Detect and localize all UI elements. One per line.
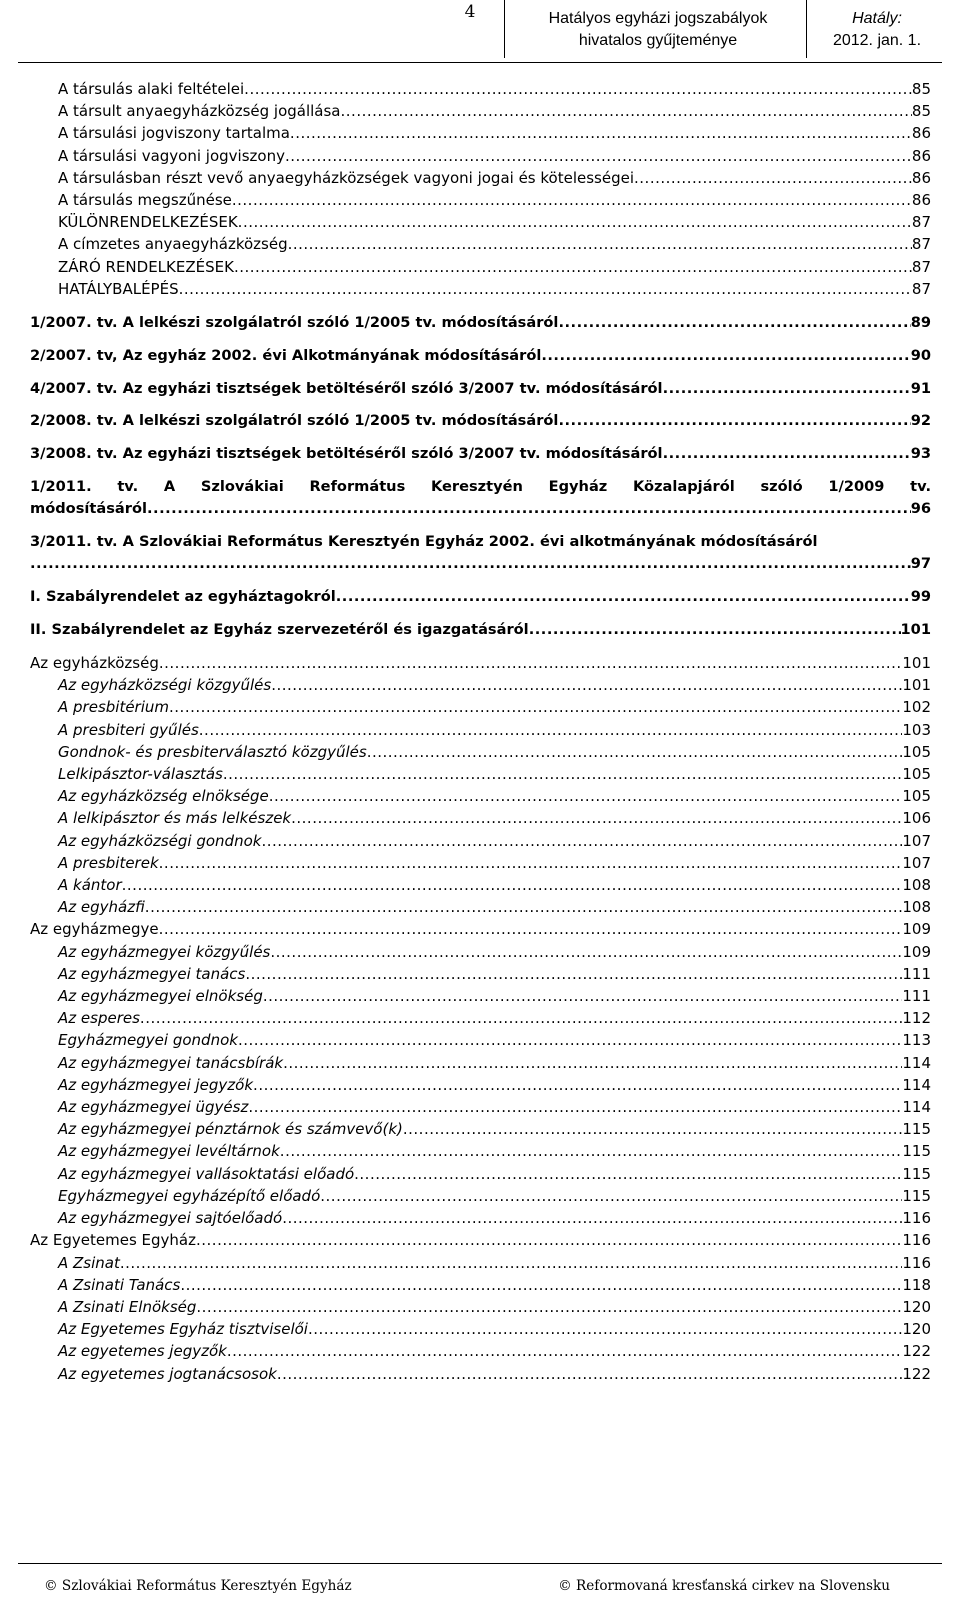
- toc-entry-text: A presbitérium: [58, 698, 170, 717]
- toc-subentry: [30, 763, 931, 785]
- toc-leader: [261, 830, 902, 852]
- toc-leader: [147, 498, 911, 520]
- toc-entry-page: 92: [910, 412, 931, 430]
- toc-leader: [122, 874, 903, 896]
- footer-rule: [18, 1563, 942, 1564]
- toc-entry: [30, 78, 931, 100]
- toc-entry-text: Az Egyetemes Egyház tisztviselői: [58, 1320, 308, 1339]
- toc-entry-word: Keresztyén: [430, 478, 523, 496]
- toc-section-regulations: [30, 586, 931, 641]
- toc-leader: [238, 211, 912, 233]
- toc-leader: [196, 1229, 902, 1251]
- toc-leader: [288, 233, 912, 255]
- toc-entry-page: 113: [902, 1031, 931, 1050]
- toc-entry-word: 1/2009: [828, 478, 885, 496]
- toc-leader: [269, 785, 903, 807]
- toc-leader: [280, 1140, 903, 1162]
- toc-entry-text: 2/2008. tv. A lelkészi szolgálatról szóló 1/2005 tv. módosításáról: [30, 412, 559, 430]
- toc-leader: [234, 256, 912, 278]
- toc-entry-regulation: [30, 619, 931, 641]
- toc-leader: [663, 443, 911, 465]
- toc-leader: [403, 1118, 902, 1140]
- toc-entry: [30, 211, 931, 233]
- toc-subentry: [30, 1318, 931, 1340]
- toc-subentry: [30, 1163, 931, 1185]
- toc-subentry: [30, 830, 931, 852]
- toc-entry-text: Az esperes: [58, 1009, 140, 1028]
- toc-entry-text: A lelkipásztor és más lelkészek: [58, 809, 292, 828]
- toc-entry-page: 89: [910, 314, 931, 332]
- toc-entry-text: A társulási jogviszony tartalma: [58, 124, 290, 143]
- toc-entry-page: 111: [902, 987, 931, 1006]
- toc-entry-page: 85: [911, 80, 931, 98]
- toc-entry: [30, 652, 931, 674]
- toc-entry-text: Az egyházmegye: [30, 920, 159, 939]
- toc-entry-text: HATÁLYBALÉPÉS: [58, 279, 179, 298]
- toc-entry-word: tv.: [910, 478, 931, 496]
- toc-leader: [199, 719, 903, 741]
- toc-entry: [30, 278, 931, 300]
- footer-left: © Szlovákiai Református Keresztyén Egyház: [44, 1578, 352, 1594]
- toc-entry-law: [30, 410, 931, 432]
- toc-entry-page: 105: [902, 742, 931, 761]
- toc-subentry: [30, 1029, 931, 1051]
- toc-entry-page: 116: [902, 1209, 931, 1228]
- toc-subentry: [30, 1074, 931, 1096]
- toc-leader: [169, 696, 902, 718]
- toc-leader: [277, 1363, 903, 1385]
- toc-entry-law-2011-1-line1: [30, 476, 931, 498]
- toc-subentry: [30, 785, 931, 807]
- toc-entry-text: A társult anyaegyházközség jogállása: [58, 102, 341, 121]
- toc-leader: [244, 78, 912, 100]
- toc-entry-page: 115: [902, 1142, 931, 1161]
- toc-entry-page: 116: [902, 1231, 931, 1250]
- toc-subentry: [30, 1363, 931, 1385]
- toc-leader: [140, 1007, 902, 1029]
- toc-leader: [159, 918, 903, 940]
- toc-entry-text: 1/2007. tv. A lelkészi szolgálatról szóló 1/2005 tv. módosításáról: [30, 314, 559, 332]
- toc-entry-law-2011-3-line1: [30, 531, 931, 553]
- toc-subentry: [30, 1118, 931, 1140]
- toc-entry-page: 91: [910, 379, 931, 397]
- toc-leader: [159, 652, 902, 674]
- toc-entry-text: Gondnok- és presbiterválasztó közgyűlés: [58, 742, 367, 761]
- toc-leader: [248, 1096, 902, 1118]
- toc-entry-text: Az egyházfi: [58, 898, 145, 917]
- toc-leader: [270, 941, 902, 963]
- toc-subentry: [30, 719, 931, 741]
- toc-entry-regulation: [30, 586, 931, 608]
- toc-entry-text: Az egyházmegyei ügyész: [58, 1098, 249, 1117]
- toc-leader: [308, 1318, 902, 1340]
- toc-entry-text: Az egyházmegyei elnökség: [58, 987, 263, 1006]
- toc-entry-page: 114: [902, 1053, 931, 1072]
- toc-entry-page: 105: [902, 765, 931, 784]
- toc-subentry: [30, 1140, 931, 1162]
- toc-leader: [145, 896, 903, 918]
- toc-entry-text: A presbiterek: [58, 853, 159, 872]
- toc-entry-page: 87: [911, 213, 931, 232]
- toc-leader: [245, 963, 902, 985]
- toc-entry-page: 96: [910, 500, 931, 518]
- toc-entry-text: A Zsinati Tanács: [58, 1275, 181, 1294]
- toc-entry: [30, 167, 931, 189]
- toc-entry-law: [30, 378, 931, 400]
- toc-leader: [285, 145, 912, 167]
- toc-entry-text: Egyházmegyei gondnok: [58, 1031, 238, 1050]
- toc-leader: [238, 1029, 902, 1051]
- toc-subentry: [30, 941, 931, 963]
- toc-entry-text: A címzetes anyaegyházközség: [58, 235, 288, 254]
- toc-entry-text: Az egyházközségi gondnok: [58, 831, 262, 850]
- header-title: [520, 8, 796, 52]
- toc-entry-text: A Zsinat: [58, 1253, 120, 1272]
- toc-subentry: [30, 1007, 931, 1029]
- toc-entry-text: Az egyházmegyei levéltárnok: [58, 1142, 280, 1161]
- toc-entry-text: I. Szabályrendelet az egyháztagokról: [30, 588, 336, 606]
- effective-label: Hatály:: [852, 10, 902, 27]
- toc-leader: [159, 852, 903, 874]
- toc-subentry: [30, 1274, 931, 1296]
- toc-leader: [529, 619, 901, 641]
- toc-entry-text: Az egyházmegyei pénztárnok és számvevő(k): [58, 1120, 403, 1139]
- toc-entry-page: 102: [902, 698, 931, 717]
- toc-subentry: [30, 896, 931, 918]
- toc-entry-text: Az egyházmegyei sajtóelőadó: [58, 1209, 283, 1228]
- toc-subentry: [30, 985, 931, 1007]
- footer-right: © Reformovaná kresťanská cirkev na Slovensku: [558, 1578, 890, 1594]
- toc-entry-law: [30, 312, 931, 334]
- toc-entry-page: 105: [902, 787, 931, 806]
- toc-entry-page: 118: [902, 1275, 931, 1294]
- toc-leader: [180, 1274, 902, 1296]
- toc-entry-word: 1/2011.: [30, 478, 92, 496]
- toc-entry: [30, 1229, 931, 1251]
- toc-entry-law: [30, 443, 931, 465]
- toc-subentry: [30, 963, 931, 985]
- toc-entry-text: Az egyházmegyei jegyzők: [58, 1075, 254, 1094]
- toc-entry-page: 85: [911, 102, 931, 121]
- header-divider: [806, 0, 807, 58]
- toc-entry: [30, 100, 931, 122]
- toc-entry-page: 101: [902, 676, 931, 695]
- toc-entry-text: Az Egyetemes Egyház: [30, 1231, 196, 1250]
- toc-entry-page: 107: [902, 831, 931, 850]
- toc-entry-page: 120: [902, 1297, 931, 1316]
- toc-spacer: [30, 641, 931, 652]
- toc-entry-word: Református: [309, 478, 406, 496]
- toc-entry-page: 101: [900, 620, 931, 638]
- toc-leader: [541, 345, 910, 367]
- toc-subentry: [30, 1340, 931, 1362]
- toc-entry-page: 115: [902, 1164, 931, 1183]
- toc-leader: [663, 378, 911, 400]
- toc-entry-page: 115: [902, 1120, 931, 1139]
- toc-entry-page: 101: [902, 654, 931, 673]
- toc-entry-page: 120: [902, 1320, 931, 1339]
- toc-entry-text: Az egyetemes jegyzők: [58, 1342, 227, 1361]
- toc-entry-page: 87: [911, 257, 931, 276]
- toc-entry-page: 86: [911, 124, 931, 143]
- toc-subentry: [30, 852, 931, 874]
- toc-entry: [30, 256, 931, 278]
- toc-entry: [30, 918, 931, 940]
- toc-entry-word: Egyház: [548, 478, 608, 496]
- toc-entry-page: 111: [902, 964, 931, 983]
- toc-leader: [291, 807, 902, 829]
- toc-entry-text: 2/2007. tv, Az egyház 2002. évi Alkotmányának módosításáról: [30, 346, 542, 364]
- toc-entry: [30, 122, 931, 144]
- toc-entry-word: tv.: [117, 478, 139, 496]
- toc-entry-word: A: [163, 478, 176, 496]
- toc-leader: [263, 985, 903, 1007]
- toc-leader: [320, 1185, 902, 1207]
- toc-leader: [227, 1340, 903, 1362]
- toc-entry-page: 112: [902, 1009, 931, 1028]
- toc-subentry: [30, 1052, 931, 1074]
- toc-entry-page: 99: [910, 588, 931, 606]
- toc-leader: [253, 1074, 902, 1096]
- toc-leader: [223, 763, 903, 785]
- toc-entry-text: Az egyházközség: [30, 654, 159, 673]
- toc-entry-text: 4/2007. tv. Az egyházi tisztségek betöltéséről szóló 3/2007 tv. módosításáról: [30, 379, 663, 397]
- toc-entry-text: Az egyházközségi közgyűlés: [58, 676, 272, 695]
- toc-entry-word: szóló: [760, 478, 803, 496]
- toc-entry-page: 86: [911, 146, 931, 165]
- toc-entry-text: A társulás megszűnése: [58, 191, 232, 210]
- toc-entry-word: Közalapjáról: [632, 478, 735, 496]
- header-title-line2: hivatalos gyűjteménye: [578, 32, 738, 49]
- toc-entry: [30, 233, 931, 255]
- toc-entry-page: 87: [911, 235, 931, 254]
- toc-leader: [196, 1296, 902, 1318]
- toc-entry-page: 86: [911, 191, 931, 210]
- toc-subentry: [30, 741, 931, 763]
- toc-entry-law-2011-1: [30, 498, 931, 520]
- toc-leader: [634, 167, 912, 189]
- toc-leader: [283, 1052, 902, 1074]
- toc-entry-text: A társulás alaki feltételei: [58, 80, 245, 98]
- toc-subentry: [30, 1096, 931, 1118]
- toc-entry-text: II. Szabályrendelet az Egyház szervezetéről és igazgatásáról: [30, 620, 529, 638]
- toc-entry-page: 107: [902, 853, 931, 872]
- toc-leader: [282, 1207, 902, 1229]
- toc-entry-text: Az egyházmegyei tanács: [58, 964, 246, 983]
- toc-leader: [30, 553, 911, 575]
- toc-subentry: [30, 696, 931, 718]
- toc-entry-page: 87: [911, 279, 931, 298]
- toc-entry-text: Az egyházmegyei vallásoktatási előadó: [58, 1164, 355, 1183]
- toc-entry-text: Az egyetemes jogtanácsosok: [58, 1364, 277, 1383]
- toc-entry: [30, 189, 931, 211]
- toc-leader: [290, 122, 912, 144]
- toc-entry-page: 114: [902, 1075, 931, 1094]
- toc-section-structure: [30, 652, 931, 1385]
- toc-entry-text: A kántor: [58, 876, 122, 895]
- toc-leader: [336, 586, 911, 608]
- toc-subentry: [30, 1185, 931, 1207]
- toc-entry-text: A presbiteri gyűlés: [58, 720, 199, 739]
- toc-entry-page: 109: [902, 942, 931, 961]
- toc-entry-page: 116: [902, 1253, 931, 1272]
- toc-leader: [232, 189, 912, 211]
- toc-entry-text: Az egyházmegyei közgyűlés: [58, 942, 271, 961]
- toc-entry-text: A Zsinati Elnökség: [58, 1297, 197, 1316]
- toc-entry-page: 90: [910, 346, 931, 364]
- toc-entry-text: Egyházmegyei egyházépítő előadó: [58, 1186, 321, 1205]
- toc-leader: [341, 100, 912, 122]
- toc-entry-page: 109: [902, 920, 931, 939]
- toc-entry-text: KÜLÖNRENDELKEZÉSEK: [58, 213, 238, 232]
- toc-leader: [354, 1163, 902, 1185]
- toc-entry-text: 3/2008. tv. Az egyházi tisztségek betöltéséről szóló 3/2007 tv. módosításáról: [30, 445, 663, 463]
- toc-entry-page: 86: [911, 168, 931, 187]
- toc-entry-page: 122: [902, 1342, 931, 1361]
- toc-subentry: [30, 807, 931, 829]
- toc-entry-text: Lelkipásztor-választás: [58, 765, 223, 784]
- toc-entry-page: 108: [902, 876, 931, 895]
- toc-entry-text: ZÁRÓ RENDELKEZÉSEK: [58, 257, 234, 276]
- toc-entry-page: 122: [902, 1364, 931, 1383]
- toc-entry-text: 3/2011. tv. A Szlovákiai Református Keresztyén Egyház 2002. évi alkotmányának módosításáról: [30, 533, 818, 551]
- toc-entry-text: Az egyházmegyei tanácsbírák: [58, 1053, 284, 1072]
- toc-entry-page: 93: [910, 445, 931, 463]
- toc-entry-page: 97: [910, 555, 931, 573]
- toc-subentry: [30, 1296, 931, 1318]
- toc-section-laws: [30, 312, 931, 465]
- table-of-contents: [30, 78, 931, 1385]
- toc-entry-text: módosításáról: [30, 500, 147, 518]
- toc-entry-page: 108: [902, 898, 931, 917]
- toc-leader: [271, 674, 902, 696]
- toc-entry-law-2011-3: [30, 553, 931, 575]
- toc-leader: [367, 741, 903, 763]
- toc-entry-page: 103: [902, 720, 931, 739]
- toc-entry: [30, 145, 931, 167]
- effective-date: 2012. jan. 1.: [832, 32, 922, 49]
- header-effective: [812, 8, 942, 52]
- toc-subentry: [30, 674, 931, 696]
- toc-section-associations: [30, 78, 931, 300]
- toc-entry-text: Az egyházközség elnöksége: [58, 787, 269, 806]
- toc-entry-page: 114: [902, 1098, 931, 1117]
- header-title-line1: Hatályos egyházi jogszabályok: [548, 10, 768, 27]
- toc-leader: [179, 278, 912, 300]
- toc-leader: [120, 1252, 902, 1274]
- toc-subentry: [30, 1252, 931, 1274]
- toc-entry-page: 115: [902, 1186, 931, 1205]
- toc-entry-law: [30, 345, 931, 367]
- toc-leader: [558, 410, 910, 432]
- toc-subentry: [30, 1207, 931, 1229]
- header-rule: [18, 62, 942, 63]
- toc-entry-text: A társulási vagyoni jogviszony: [58, 146, 285, 165]
- toc-leader: [558, 312, 910, 334]
- page-number: 4: [464, 2, 476, 22]
- toc-entry-text: A társulásban részt vevő anyaegyházközségek vagyoni jogai és kötelességei: [58, 168, 635, 187]
- toc-entry-page: 106: [902, 809, 931, 828]
- toc-subentry: [30, 874, 931, 896]
- toc-entry-word: Szlovákiai: [200, 478, 284, 496]
